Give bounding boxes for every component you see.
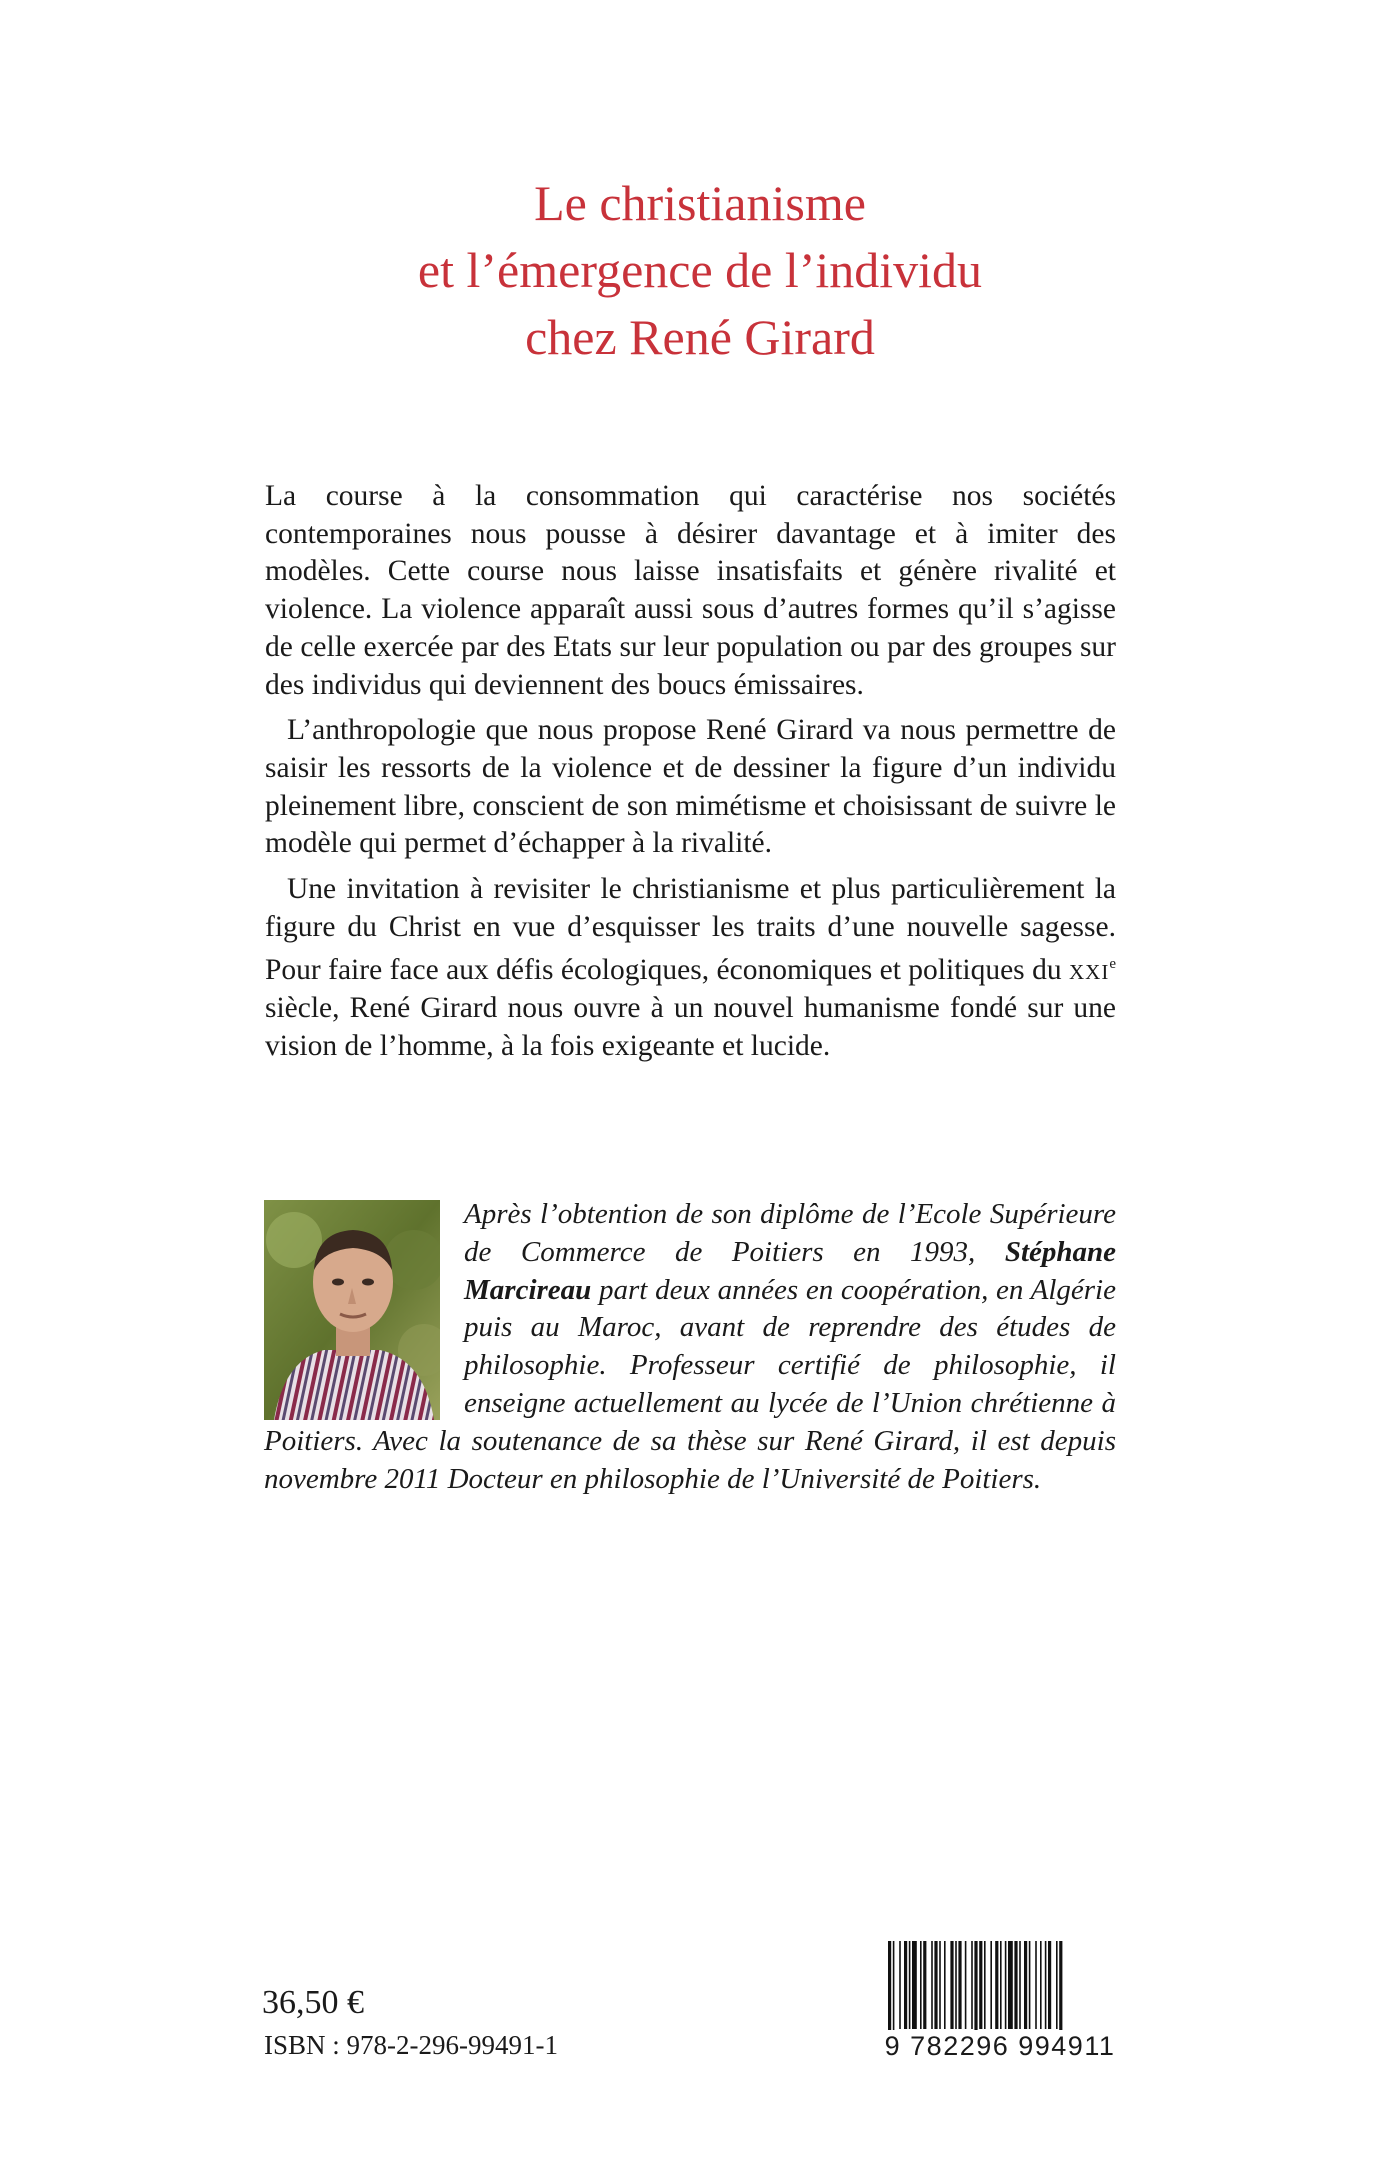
barcode-digits: 9 782296 994911 — [880, 2030, 1120, 2062]
back-cover-blurb — [265, 478, 1116, 1073]
barcode-bar — [1035, 1941, 1037, 2029]
barcode-bar — [965, 1941, 967, 2029]
book-title — [200, 170, 1200, 371]
barcode-bar — [920, 1941, 922, 2029]
bio-text-start: Après l’obtention de son diplôme de l’Ecole Supérieure de Commerce de Poitiers en 1993, — [464, 1198, 1116, 1268]
century-numeral: xxi — [1069, 954, 1110, 987]
barcode-bar — [888, 1941, 891, 2037]
barcode-bar — [979, 1941, 982, 2029]
barcode-bar — [912, 1941, 917, 2029]
barcode-bar — [955, 1941, 957, 2029]
blurb-paragraph-3 — [265, 871, 1116, 1065]
barcode-bar — [899, 1941, 901, 2029]
barcode-bar — [939, 1941, 941, 2029]
barcode-bar — [893, 1941, 895, 2037]
barcode-bar — [934, 1941, 937, 2029]
blurb-paragraph-3-start: Une invitation à revisiter le christianisme et plus particulièrement la figure du Christ en vue d’esquisser les traits d’une nouvelle sagesse. Pour faire face aux défis écologiques, économiques et politiques du — [265, 873, 1116, 987]
barcode-bar — [1029, 1941, 1031, 2029]
barcode-bar — [923, 1941, 926, 2029]
barcode-bar — [1048, 1941, 1051, 2029]
barcode-bar — [1005, 1941, 1007, 2029]
price: 36,50 € — [262, 1984, 364, 2021]
barcode-bar — [990, 1941, 992, 2029]
barcode-bar — [974, 1941, 977, 2037]
blurb-paragraph-1: La course à la consommation qui caractérise nos sociétés contemporaines nous pousse à désirer davantage et à imiter des modèles. Cette course nous laisse insatisfaits et génère rivalité et violence. La violence apparaît aussi sous d’autres formes qu’il s’agisse de celle exercée par des Etats sur leur population ou par des groupes sur des individus qui deviennent des boucs émissaires. — [265, 480, 1116, 701]
barcode-bar — [1000, 1941, 1002, 2029]
century-suffix: e — [1109, 956, 1116, 973]
blurb-paragraph-2: L’anthropologie que nous propose René Girard va nous permettre de saisir les ressorts de la violence et de dessiner la figure d’un individu pleinement libre, conscient de son mimétisme et choisissant de suivre le modèle qui permet d’échapper à la rivalité. — [265, 714, 1116, 860]
barcode-bar — [971, 1941, 973, 2029]
barcode-bar — [931, 1941, 933, 2029]
barcode-bar — [1056, 1941, 1058, 2029]
barcode-bar — [1019, 1941, 1021, 2029]
barcode-bar — [1059, 1941, 1062, 2037]
barcode-bar — [995, 1941, 998, 2029]
barcode-bar — [1045, 1941, 1047, 2029]
bio-text-end: part deux années en coopération, en Algérie puis au Maroc, avant de reprendre des études de philosophie. Professeur certifié de philosophie, il enseigne actuellement au lycée de l’Union chrétienne à Poitiers. Avec la soutenance de sa thèse sur René Girard, il est depuis novembre 2011 Docteur en philosophie de l’Université de Poitiers. — [264, 1273, 1116, 1495]
book-title-line-3: chez René Girard — [525, 309, 875, 365]
book-title-line-1: Le christianisme — [534, 175, 866, 231]
author-name: Stéphane Marcireau — [464, 1235, 1116, 1306]
isbn: ISBN : 978-2-296-99491-1 — [264, 2030, 558, 2060]
author-biography — [264, 1196, 1116, 1498]
barcode-bar — [944, 1941, 946, 2029]
barcode-bar — [1024, 1941, 1027, 2029]
barcode-bar — [1008, 1941, 1013, 2029]
barcode-bar — [1040, 1941, 1042, 2029]
barcode-bar — [909, 1941, 911, 2029]
barcode-bar — [950, 1941, 953, 2029]
barcode-bar — [1014, 1941, 1017, 2029]
barcode-bar — [984, 1941, 986, 2029]
barcode-bar — [904, 1941, 907, 2029]
book-title-line-2: et l’émergence de l’individu — [417, 242, 983, 298]
barcode-bar — [958, 1941, 961, 2029]
blurb-paragraph-3-end: siècle, René Girard nous ouvre à un nouvel humanisme fondé sur une vision de l’homme, à la fois exigeante et lucide. — [265, 991, 1116, 1062]
